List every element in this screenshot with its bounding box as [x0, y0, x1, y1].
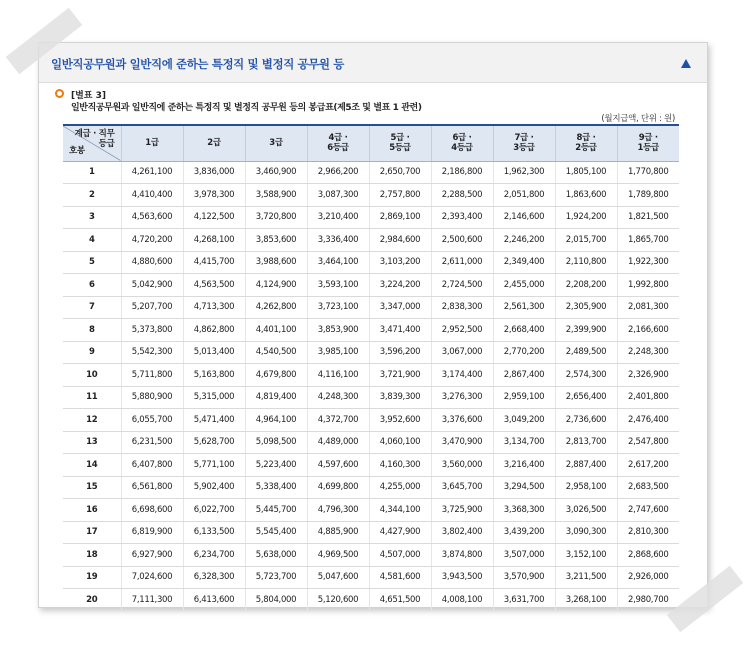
salary-cell: 4,122,500 [183, 206, 245, 229]
column-header-line1: 7급 · [514, 132, 534, 143]
salary-cell: 5,207,700 [121, 296, 183, 319]
table-row [63, 319, 679, 342]
salary-cell: 5,542,300 [121, 341, 183, 364]
salary-cell: 1,863,600 [555, 184, 617, 207]
salary-cell: 6,022,700 [183, 499, 245, 522]
salary-cell: 3,336,400 [307, 229, 369, 252]
salary-cell: 3,723,100 [307, 296, 369, 319]
salary-cell: 3,211,500 [555, 566, 617, 589]
salary-cell: 6,231,500 [121, 431, 183, 454]
salary-cell: 2,166,600 [617, 319, 679, 342]
salary-cell: 6,819,900 [121, 521, 183, 544]
salary-cell: 4,540,500 [245, 341, 307, 364]
salary-cell: 3,507,000 [493, 544, 555, 567]
salary-cell: 3,347,000 [369, 296, 431, 319]
column-header [183, 125, 245, 161]
salary-cell: 4,415,700 [183, 251, 245, 274]
bullet-circle-icon [55, 89, 64, 98]
salary-cell: 6,698,600 [121, 499, 183, 522]
salary-cell: 2,326,900 [617, 364, 679, 387]
table-body [63, 161, 679, 610]
salary-cell: 2,668,400 [493, 319, 555, 342]
step-number-cell: 13 [63, 431, 121, 454]
salary-cell: 3,464,100 [307, 251, 369, 274]
salary-cell: 2,724,500 [431, 274, 493, 297]
salary-cell: 4,160,300 [369, 454, 431, 477]
step-number-cell: 10 [63, 364, 121, 387]
table-row [63, 229, 679, 252]
salary-cell: 4,410,400 [121, 184, 183, 207]
table-row [63, 386, 679, 409]
salary-cell: 4,964,100 [245, 409, 307, 432]
salary-cell: 2,984,600 [369, 229, 431, 252]
salary-cell: 1,924,200 [555, 206, 617, 229]
table-row [63, 566, 679, 589]
step-number-cell: 19 [63, 566, 121, 589]
column-header-line1: 8급 · [576, 132, 596, 143]
salary-cell: 4,344,100 [369, 499, 431, 522]
salary-cell: 2,959,100 [493, 386, 555, 409]
salary-cell: 3,874,800 [431, 544, 493, 567]
salary-cell: 2,611,000 [431, 251, 493, 274]
step-number-cell: 3 [63, 206, 121, 229]
column-header [493, 125, 555, 161]
salary-cell: 4,255,000 [369, 476, 431, 499]
column-header-line2: 5등급 [389, 143, 411, 154]
table-row [63, 274, 679, 297]
table-row [63, 206, 679, 229]
salary-cell: 2,349,400 [493, 251, 555, 274]
salary-cell: 3,631,700 [493, 589, 555, 611]
salary-cell: 3,103,200 [369, 251, 431, 274]
salary-cell: 5,628,700 [183, 431, 245, 454]
table-row [63, 296, 679, 319]
salary-cell: 2,867,400 [493, 364, 555, 387]
salary-cell: 6,055,700 [121, 409, 183, 432]
salary-cell: 2,810,300 [617, 521, 679, 544]
salary-cell: 4,563,500 [183, 274, 245, 297]
salary-cell: 3,439,200 [493, 521, 555, 544]
salary-cell: 3,152,100 [555, 544, 617, 567]
salary-cell: 2,813,700 [555, 431, 617, 454]
salary-cell: 3,470,900 [431, 431, 493, 454]
salary-cell: 5,373,800 [121, 319, 183, 342]
salary-cell: 2,838,300 [431, 296, 493, 319]
salary-cell: 2,208,200 [555, 274, 617, 297]
salary-cell: 2,399,900 [555, 319, 617, 342]
salary-cell: 5,315,000 [183, 386, 245, 409]
salary-cell: 3,090,300 [555, 521, 617, 544]
salary-cell: 6,927,900 [121, 544, 183, 567]
salary-cell: 5,471,400 [183, 409, 245, 432]
salary-cell: 2,393,400 [431, 206, 493, 229]
salary-cell: 2,500,600 [431, 229, 493, 252]
column-header-line1: 5급 · [390, 132, 410, 143]
salary-cell: 3,588,900 [245, 184, 307, 207]
column-header [555, 125, 617, 161]
step-number-cell: 14 [63, 454, 121, 477]
appendix-label: [별표 3] [71, 91, 107, 101]
salary-cell: 2,926,000 [617, 566, 679, 589]
salary-cell: 5,804,000 [245, 589, 307, 611]
salary-cell: 2,656,400 [555, 386, 617, 409]
salary-cell: 4,268,100 [183, 229, 245, 252]
column-header-line1: 2급 [207, 137, 221, 148]
salary-cell: 3,224,200 [369, 274, 431, 297]
step-number-cell: 11 [63, 386, 121, 409]
column-header [121, 125, 183, 161]
salary-cell: 2,051,800 [493, 184, 555, 207]
salary-cell: 3,276,300 [431, 386, 493, 409]
salary-cell: 4,401,100 [245, 319, 307, 342]
step-number-cell: 1 [63, 161, 121, 184]
salary-cell: 3,645,700 [431, 476, 493, 499]
salary-cell: 2,770,200 [493, 341, 555, 364]
salary-cell: 3,952,600 [369, 409, 431, 432]
table-row [63, 589, 679, 611]
table-row [63, 431, 679, 454]
salary-cell: 5,880,900 [121, 386, 183, 409]
step-number-cell: 4 [63, 229, 121, 252]
salary-cell: 5,771,100 [183, 454, 245, 477]
salary-cell: 6,328,300 [183, 566, 245, 589]
salary-cell: 2,246,200 [493, 229, 555, 252]
salary-cell: 3,853,600 [245, 229, 307, 252]
salary-cell: 4,248,300 [307, 386, 369, 409]
salary-cell: 3,593,100 [307, 274, 369, 297]
table-row [63, 476, 679, 499]
salary-cell: 2,248,300 [617, 341, 679, 364]
salary-cell: 4,969,500 [307, 544, 369, 567]
salary-cell: 4,720,200 [121, 229, 183, 252]
column-header [431, 125, 493, 161]
step-number-cell: 16 [63, 499, 121, 522]
salary-cell: 2,015,700 [555, 229, 617, 252]
salary-cell: 2,401,800 [617, 386, 679, 409]
step-number-cell: 18 [63, 544, 121, 567]
salary-cell: 3,216,400 [493, 454, 555, 477]
salary-cell: 4,262,800 [245, 296, 307, 319]
column-header-line1: 3급 [269, 137, 283, 148]
column-header-line2: 6등급 [327, 143, 349, 154]
salary-cell: 4,581,600 [369, 566, 431, 589]
salary-cell: 3,460,900 [245, 161, 307, 184]
salary-cell: 2,887,400 [555, 454, 617, 477]
salary-cell: 1,865,700 [617, 229, 679, 252]
step-number-cell: 17 [63, 521, 121, 544]
step-number-cell: 8 [63, 319, 121, 342]
salary-cell: 1,821,500 [617, 206, 679, 229]
salary-cell: 6,234,700 [183, 544, 245, 567]
salary-cell: 2,081,300 [617, 296, 679, 319]
salary-cell: 4,507,000 [369, 544, 431, 567]
salary-cell: 2,650,700 [369, 161, 431, 184]
salary-cell: 3,978,300 [183, 184, 245, 207]
salary-cell: 6,561,800 [121, 476, 183, 499]
salary-cell: 2,561,300 [493, 296, 555, 319]
table-row [63, 161, 679, 184]
panel-title: 일반직공무원과 일반직에 준하는 특정직 및 별정직 공무원 등 [51, 57, 344, 71]
salary-cell: 3,067,000 [431, 341, 493, 364]
salary-cell: 3,721,900 [369, 364, 431, 387]
salary-cell: 3,087,300 [307, 184, 369, 207]
table-row [63, 409, 679, 432]
salary-cell: 4,563,600 [121, 206, 183, 229]
salary-cell: 5,338,400 [245, 476, 307, 499]
salary-cell: 2,146,600 [493, 206, 555, 229]
table-row [63, 251, 679, 274]
salary-cell: 2,186,800 [431, 161, 493, 184]
step-number-cell: 12 [63, 409, 121, 432]
step-number-cell: 7 [63, 296, 121, 319]
salary-cell: 4,819,400 [245, 386, 307, 409]
salary-cell: 2,547,800 [617, 431, 679, 454]
corner-header-bottom: 호봉 [69, 145, 85, 156]
salary-cell: 3,725,900 [431, 499, 493, 522]
salary-cell: 4,651,500 [369, 589, 431, 611]
salary-cell: 4,489,000 [307, 431, 369, 454]
column-header-line1: 9급 · [638, 132, 658, 143]
table-row [63, 499, 679, 522]
salary-cell: 5,902,400 [183, 476, 245, 499]
salary-cell: 4,124,900 [245, 274, 307, 297]
salary-cell: 6,133,500 [183, 521, 245, 544]
salary-cell: 2,683,500 [617, 476, 679, 499]
salary-cell: 4,796,300 [307, 499, 369, 522]
salary-cell: 1,962,300 [493, 161, 555, 184]
salary-cell: 2,288,500 [431, 184, 493, 207]
salary-cell: 5,042,900 [121, 274, 183, 297]
salary-cell: 2,476,400 [617, 409, 679, 432]
salary-cell: 2,617,200 [617, 454, 679, 477]
salary-cell: 5,013,400 [183, 341, 245, 364]
salary-cell: 3,596,200 [369, 341, 431, 364]
salary-cell: 4,885,900 [307, 521, 369, 544]
salary-cell: 1,805,100 [555, 161, 617, 184]
salary-table-panel [38, 42, 708, 608]
salary-cell: 3,560,000 [431, 454, 493, 477]
salary-cell: 7,024,600 [121, 566, 183, 589]
corner-header-cell [63, 125, 121, 161]
salary-cell: 3,049,200 [493, 409, 555, 432]
salary-cell: 4,427,900 [369, 521, 431, 544]
salary-cell: 2,455,000 [493, 274, 555, 297]
salary-cell: 3,943,500 [431, 566, 493, 589]
salary-cell: 5,723,700 [245, 566, 307, 589]
salary-cell: 1,770,800 [617, 161, 679, 184]
salary-cell: 4,880,600 [121, 251, 183, 274]
corner-top-line1: 계급 · 직무 [74, 129, 115, 139]
corner-top-line2: 등급 [98, 139, 115, 150]
salary-cell: 1,992,800 [617, 274, 679, 297]
salary-cell: 2,489,500 [555, 341, 617, 364]
salary-cell: 2,868,600 [617, 544, 679, 567]
salary-cell: 4,862,800 [183, 319, 245, 342]
table-row [63, 364, 679, 387]
salary-cell: 3,720,800 [245, 206, 307, 229]
salary-cell: 3,026,500 [555, 499, 617, 522]
table-row [63, 544, 679, 567]
salary-cell: 5,098,500 [245, 431, 307, 454]
salary-cell: 2,980,700 [617, 589, 679, 611]
step-number-cell: 6 [63, 274, 121, 297]
salary-cell: 3,174,400 [431, 364, 493, 387]
salary-table-container[interactable] [63, 124, 679, 610]
salary-cell: 5,545,400 [245, 521, 307, 544]
column-header-line1: 4급 · [328, 132, 348, 143]
salary-cell: 5,047,600 [307, 566, 369, 589]
salary-cell: 3,802,400 [431, 521, 493, 544]
salary-cell: 3,471,400 [369, 319, 431, 342]
column-header [245, 125, 307, 161]
collapse-up-icon[interactable] [681, 59, 691, 68]
salary-cell: 5,223,400 [245, 454, 307, 477]
salary-cell: 2,869,100 [369, 206, 431, 229]
salary-cell: 3,985,100 [307, 341, 369, 364]
salary-cell: 2,574,300 [555, 364, 617, 387]
salary-cell: 4,699,800 [307, 476, 369, 499]
salary-cell: 2,966,200 [307, 161, 369, 184]
column-header [369, 125, 431, 161]
table-description: 일반직공무원과 일반직에 준하는 특정직 및 별정직 공무원 등의 봉급표(제5조 및 별표 1 관련) [71, 103, 422, 113]
salary-cell: 4,679,800 [245, 364, 307, 387]
salary-cell: 5,163,800 [183, 364, 245, 387]
salary-cell: 3,853,900 [307, 319, 369, 342]
salary-cell: 1,789,800 [617, 184, 679, 207]
salary-cell: 3,134,700 [493, 431, 555, 454]
column-header-line1: 6급 · [452, 132, 472, 143]
salary-cell: 6,413,600 [183, 589, 245, 611]
table-header-row [63, 125, 679, 161]
salary-cell: 3,570,900 [493, 566, 555, 589]
salary-cell: 2,958,100 [555, 476, 617, 499]
salary-cell: 2,952,500 [431, 319, 493, 342]
salary-cell: 4,008,100 [431, 589, 493, 611]
salary-cell: 4,597,600 [307, 454, 369, 477]
column-header-line1: 1급 [145, 137, 159, 148]
column-header-line2: 4등급 [451, 143, 473, 154]
salary-cell: 4,060,100 [369, 431, 431, 454]
salary-cell: 3,268,100 [555, 589, 617, 611]
table-row [63, 521, 679, 544]
table-row [63, 184, 679, 207]
salary-cell: 5,445,700 [245, 499, 307, 522]
salary-cell: 2,736,600 [555, 409, 617, 432]
salary-cell: 3,294,500 [493, 476, 555, 499]
salary-cell: 6,407,800 [121, 454, 183, 477]
panel-header[interactable] [39, 43, 707, 83]
salary-cell: 4,372,700 [307, 409, 369, 432]
column-header-line2: 3등급 [513, 143, 535, 154]
column-header [307, 125, 369, 161]
unit-note: (월지급액, 단위 : 원) [601, 114, 675, 124]
salary-cell: 1,922,300 [617, 251, 679, 274]
step-number-cell: 2 [63, 184, 121, 207]
salary-cell: 3,376,600 [431, 409, 493, 432]
salary-cell: 2,747,600 [617, 499, 679, 522]
salary-cell: 2,757,800 [369, 184, 431, 207]
column-header-line2: 2등급 [575, 143, 597, 154]
salary-cell: 4,261,100 [121, 161, 183, 184]
salary-cell: 7,111,300 [121, 589, 183, 611]
salary-cell: 3,368,300 [493, 499, 555, 522]
salary-cell: 3,839,300 [369, 386, 431, 409]
step-number-cell: 20 [63, 589, 121, 611]
step-number-cell: 15 [63, 476, 121, 499]
salary-table [63, 124, 679, 610]
salary-cell: 2,305,900 [555, 296, 617, 319]
salary-cell: 4,116,100 [307, 364, 369, 387]
salary-cell: 3,988,600 [245, 251, 307, 274]
salary-cell: 2,110,800 [555, 251, 617, 274]
salary-cell: 5,711,800 [121, 364, 183, 387]
step-number-cell: 5 [63, 251, 121, 274]
salary-cell: 3,836,000 [183, 161, 245, 184]
salary-cell: 4,713,300 [183, 296, 245, 319]
salary-cell: 5,120,600 [307, 589, 369, 611]
salary-cell: 3,210,400 [307, 206, 369, 229]
table-row [63, 341, 679, 364]
table-row [63, 454, 679, 477]
salary-cell: 5,638,000 [245, 544, 307, 567]
column-header [617, 125, 679, 161]
column-header-line2: 1등급 [637, 143, 659, 154]
step-number-cell: 9 [63, 341, 121, 364]
